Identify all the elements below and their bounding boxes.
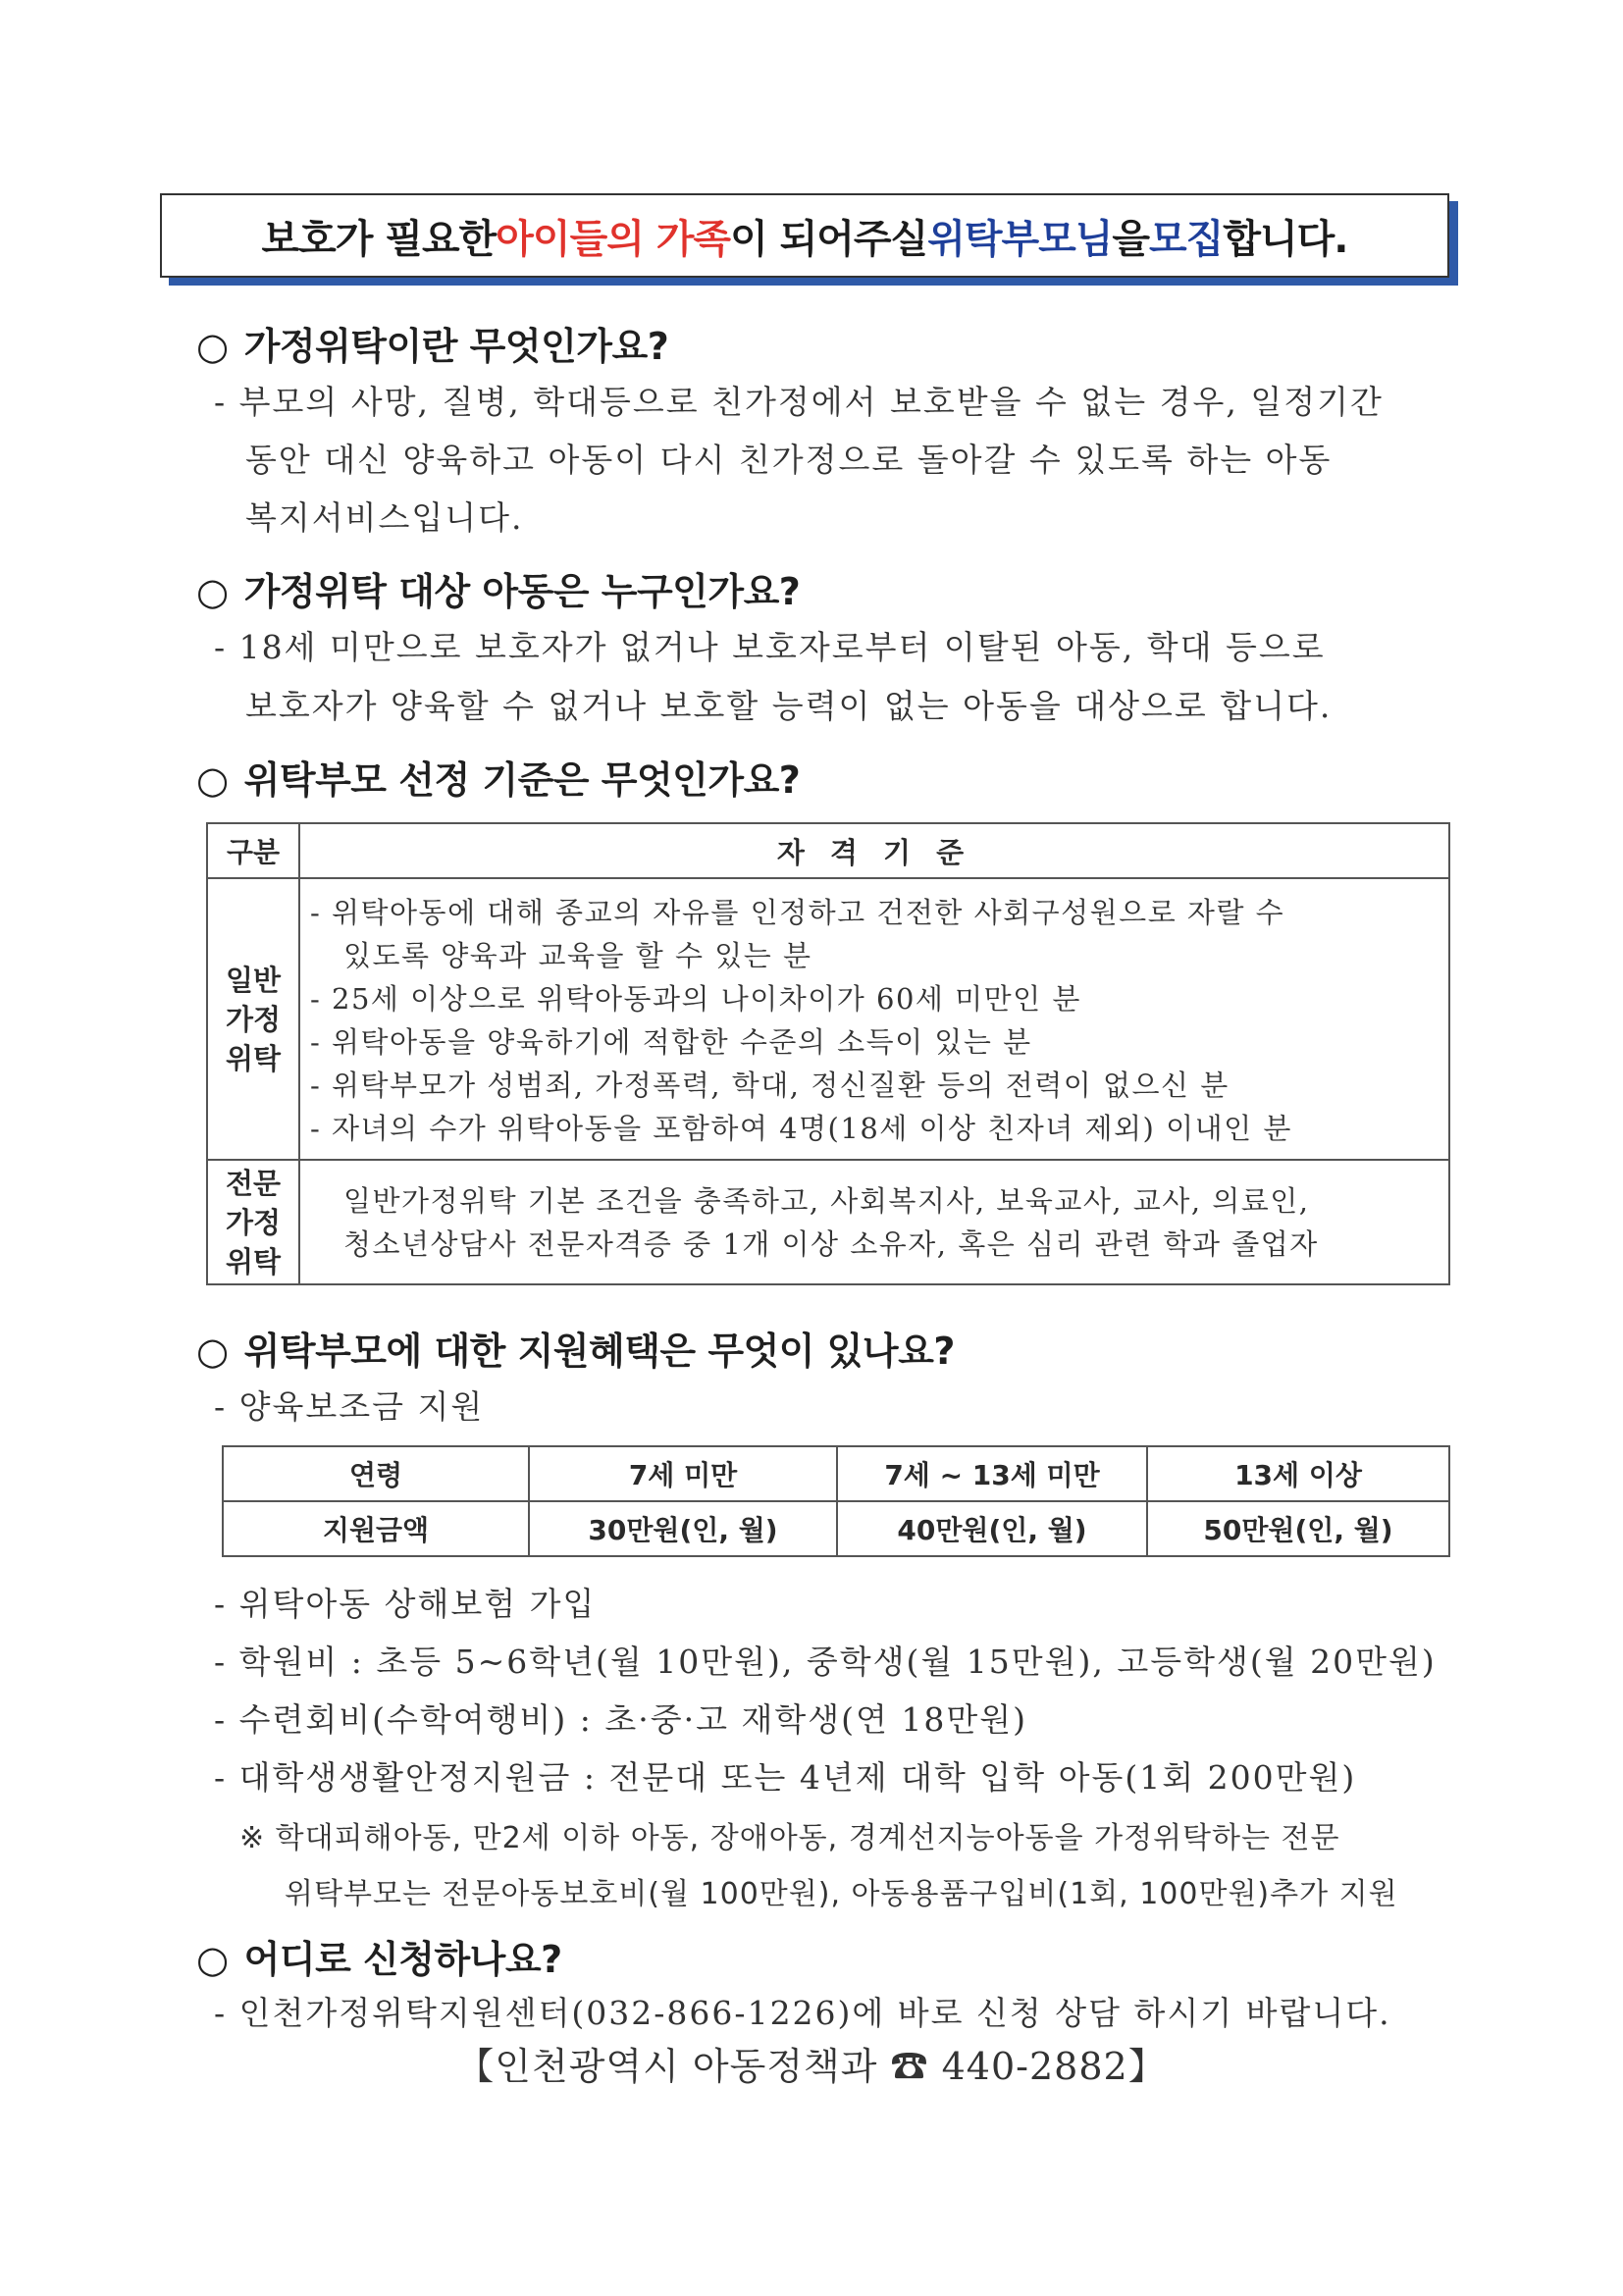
subsidy-cell: 13세 이상 xyxy=(1147,1446,1449,1501)
title-text-3: 을 xyxy=(1112,216,1150,262)
category-line: 가정 xyxy=(225,1205,282,1239)
category-line: 위탁 xyxy=(225,1041,282,1075)
title-text-4: 합니다. xyxy=(1223,216,1348,262)
heading-text: 위탁부모에 대한 지원혜택은 무엇이 있나요? xyxy=(243,1330,955,1373)
subsidy-label: - 양육보조금 지원 xyxy=(214,1387,485,1426)
body-line: 보호자가 양육할 수 없거나 보호할 능력이 없는 아동을 대상으로 합니다. xyxy=(245,687,1333,725)
criteria-item: - 위탁아동을 양육하기에 적합한 수준의 소득이 있는 분 xyxy=(310,1024,1032,1059)
body-line: 동안 대신 양육하고 아동이 다시 친가정으로 돌아갈 수 있도록 하는 아동 xyxy=(245,441,1333,479)
contact-footer: 【인천광역시 아동정책과 ☎ 440-2882】 xyxy=(456,2045,1167,2088)
title-highlight-family: 아이들의 가족 xyxy=(496,216,731,262)
section-heading-where-to-apply xyxy=(196,1929,562,1983)
benefit-line: - 수련회비(수학여행비) : 초·중·고 재학생(연 18만원) xyxy=(214,1700,1027,1739)
heading-text: 가정위탁이란 무엇인가요? xyxy=(243,325,669,368)
circle-bullet-icon: ○ xyxy=(196,570,229,613)
subsidy-cell: 30만원(인, 월) xyxy=(529,1501,837,1556)
title-banner xyxy=(160,193,1449,278)
criteria-table-header-row xyxy=(207,823,1449,878)
title-text-1: 보호가 필요한 xyxy=(261,216,497,262)
subsidy-row-amount xyxy=(223,1501,1449,1556)
criteria-category-general xyxy=(207,878,299,1160)
criteria-row-special xyxy=(207,1160,1449,1284)
category-line: 일반 xyxy=(225,963,282,997)
criteria-item: - 위탁아동에 대해 종교의 자유를 인정하고 건전한 사회구성원으로 자랄 수 xyxy=(310,895,1285,929)
section-heading-target-children xyxy=(196,561,800,615)
subsidy-cell: 연령 xyxy=(223,1446,529,1501)
category-line: 위탁 xyxy=(225,1244,282,1278)
criteria-item: 청소년상담사 전문자격증 중 1개 이상 소유자, 혹은 심리 관련 학과 졸업자 xyxy=(343,1226,1319,1261)
circle-bullet-icon: ○ xyxy=(196,1330,229,1373)
criteria-item-continued: 있도록 양육과 교육을 할 수 있는 분 xyxy=(343,938,812,972)
heading-text: 어디로 신청하나요? xyxy=(243,1938,562,1981)
circle-bullet-icon: ○ xyxy=(196,325,229,368)
subsidy-row-age xyxy=(223,1446,1449,1501)
body-line: - 부모의 사망, 질병, 학대등으로 친가정에서 보호받을 수 없는 경우, 일정기간 xyxy=(214,383,1384,421)
special-note-continued: 위탁부모는 전문아동보호비(월 100만원), 아동용품구입비(1회, 100만원)추가 지원 xyxy=(285,1877,1398,1911)
criteria-item: - 위탁부모가 성범죄, 가정폭력, 학대, 정신질환 등의 전력이 없으신 분 xyxy=(310,1068,1230,1102)
body-line: - 18세 미만으로 보호자가 없거나 보호자로부터 이탈된 아동, 학대 등으로 xyxy=(214,628,1326,666)
circle-bullet-icon: ○ xyxy=(196,1938,229,1981)
criteria-table xyxy=(206,822,1450,1285)
heading-text: 가정위탁 대상 아동은 누구인가요? xyxy=(243,570,801,613)
criteria-list-general xyxy=(299,878,1449,1160)
subsidy-table xyxy=(222,1445,1450,1557)
section-heading-what-is-foster-care xyxy=(196,316,668,370)
criteria-item: - 자녀의 수가 위탁아동을 포함하여 4명(18세 이상 친자녀 제외) 이내인 분 xyxy=(310,1111,1292,1145)
criteria-row-general xyxy=(207,878,1449,1160)
criteria-item: 일반가정위탁 기본 조건을 충족하고, 사회복지사, 보육교사, 교사, 의료인, xyxy=(343,1183,1310,1218)
benefit-line: - 위탁아동 상해보험 가입 xyxy=(214,1585,597,1623)
category-line: 가정 xyxy=(225,1002,282,1036)
section-heading-support-benefits xyxy=(196,1321,955,1375)
category-line: 전문 xyxy=(225,1166,282,1200)
heading-text: 위탁부모 선정 기준은 무엇인가요? xyxy=(243,758,801,802)
subsidy-cell: 40만원(인, 월) xyxy=(837,1501,1147,1556)
title-highlight-foster-parents: 위탁부모님 xyxy=(927,216,1113,262)
apply-line: - 인천가정위탁지원센터(032-866-1226)에 바로 신청 상담 하시기 바랍니다. xyxy=(214,1994,1391,2032)
subsidy-cell: 지원금액 xyxy=(223,1501,529,1556)
benefit-line: - 학원비 : 초등 5~6학년(월 10만원), 중학생(월 15만원), 고등학생(월 20만원) xyxy=(214,1643,1437,1681)
section-heading-selection-criteria xyxy=(196,750,800,804)
subsidy-cell: 7세 미만 xyxy=(529,1446,837,1501)
circle-bullet-icon: ○ xyxy=(196,758,229,802)
body-line: 복지서비스입니다. xyxy=(245,498,524,537)
title-text-2: 이 되어주실 xyxy=(730,216,928,262)
criteria-header-category: 구분 xyxy=(207,823,299,878)
criteria-list-special xyxy=(299,1160,1449,1284)
title-highlight-recruit: 모집 xyxy=(1149,216,1224,262)
criteria-category-special xyxy=(207,1160,299,1284)
subsidy-cell: 7세 ~ 13세 미만 xyxy=(837,1446,1147,1501)
criteria-header-qualification: 자 격 기 준 xyxy=(299,823,1449,878)
benefit-line: - 대학생생활안정지원금 : 전문대 또는 4년제 대학 입학 아동(1회 200만원) xyxy=(214,1758,1357,1797)
subsidy-cell: 50만원(인, 월) xyxy=(1147,1501,1449,1556)
criteria-item: - 25세 이상으로 위탁아동과의 나이차이가 60세 미만인 분 xyxy=(310,981,1081,1016)
special-note: ※ 학대피해아동, 만2세 이하 아동, 장애아동, 경계선지능아동을 가정위탁하는 전문 xyxy=(239,1821,1340,1855)
